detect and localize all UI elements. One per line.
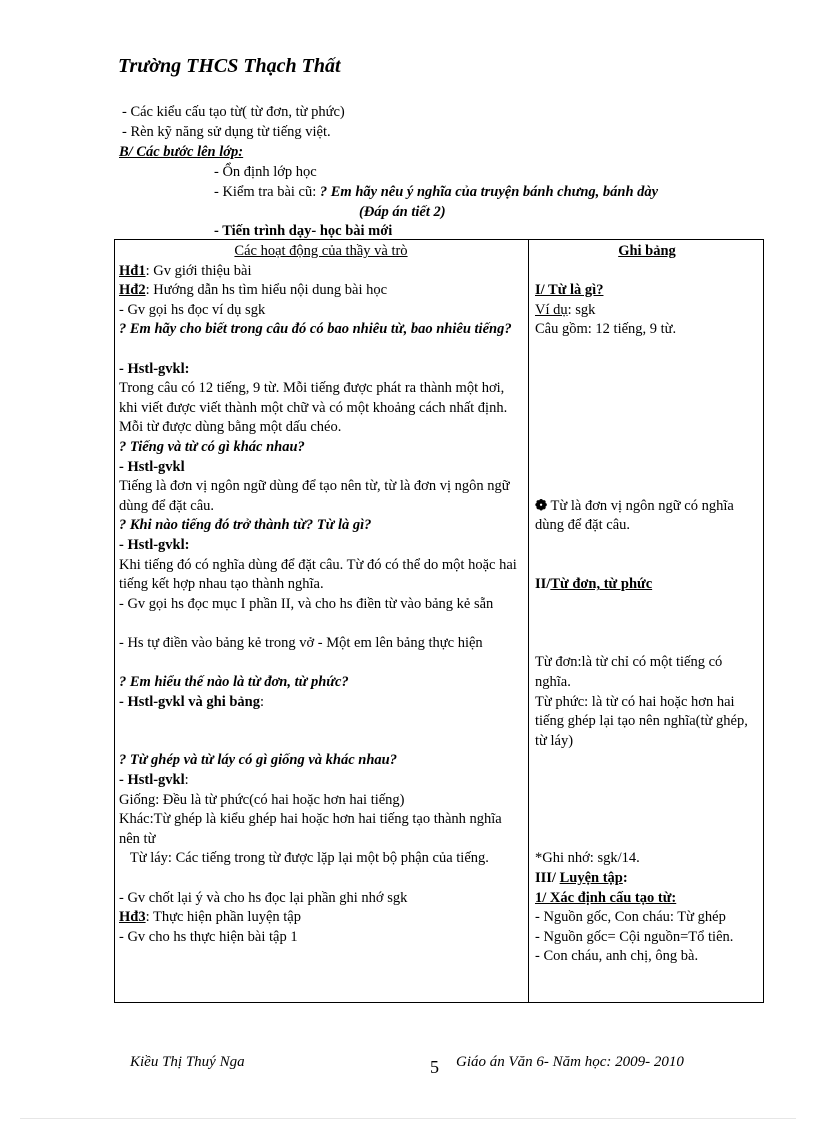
word-definition bbox=[535, 497, 759, 536]
step-new-lesson: - Tiến trình dạy- học bài mới bbox=[214, 223, 393, 239]
hd1-label: Hđ1 bbox=[119, 262, 146, 279]
answer-1-text: Trong câu có 12 tiếng, 9 từ. Mỗi tiếng được phát ra thành một hơi, khi viết được viết thành một chữ và có một khoảng cách nhất định. Mỗi từ được dùng bằng một dấu chéo. bbox=[119, 380, 508, 436]
question-when-word: ? Khi nào tiếng đó trở thành từ? Từ là gì? bbox=[119, 517, 372, 534]
answer-3-text: Khi tiếng đó có nghĩa dùng để đặt câu. Từ đó có thể do một hoặc hai tiếng kết hợp nhau tạo thành nghĩa. bbox=[119, 556, 517, 593]
answer-1-label: - Hstl-gvkl: bbox=[119, 360, 190, 377]
instruction-student-fill: - Hs tự điền vào bảng kẻ trong vở - Một em lên bảng thực hiện bbox=[119, 634, 483, 651]
example-line bbox=[535, 301, 759, 321]
intro-line-1: - Các kiểu cấu tạo từ( từ đơn, từ phức) bbox=[122, 104, 345, 120]
section-3-heading bbox=[535, 869, 759, 889]
question-word-vs-syllable: ? Tiếng và từ có gì khác nhau? bbox=[119, 438, 305, 455]
spacer bbox=[535, 556, 759, 576]
question-compound-reduplicative: ? Từ ghép và từ láy có gì giống và khác nhau? bbox=[119, 752, 397, 769]
spacer bbox=[535, 262, 759, 282]
section-b-heading: B/ Các bước lên lớp: bbox=[119, 144, 244, 160]
step-check-answer: (Đáp án tiết 2) bbox=[359, 204, 446, 220]
section-2-title: Từ đơn, từ phức bbox=[550, 576, 653, 593]
instruction-read-example: - Gv gọi hs đọc ví dụ sgk bbox=[119, 301, 266, 318]
example-text: : sgk bbox=[567, 301, 596, 318]
activities-column bbox=[119, 242, 523, 947]
question-simple-complex: ? Em hiểu thế nào là từ đơn, từ phức? bbox=[119, 674, 349, 691]
section-1-heading: I/ Từ là gì? bbox=[535, 282, 604, 299]
answer-4-label: - Hstl-gvkl và ghi bảng bbox=[119, 693, 260, 710]
hd2-text: : Hướng dẫn hs tìm hiểu nội dung bài học bbox=[145, 282, 388, 299]
simple-word-definition: Từ đơn:là từ chỉ có một tiếng có nghĩa. bbox=[535, 654, 723, 691]
spacer bbox=[535, 634, 759, 654]
hd2-line bbox=[119, 281, 523, 301]
step-check-label: - Kiểm tra bài cũ: bbox=[214, 184, 320, 200]
spacer bbox=[535, 379, 759, 399]
exercise-1-item-b: - Nguồn gốc= Cội nguồn=Tổ tiên. bbox=[535, 928, 734, 945]
example-label: Ví dụ bbox=[535, 301, 568, 318]
exercise-1-heading: 1/ Xác định cấu tạo từ: bbox=[535, 889, 677, 906]
answer-5-label: - Hstl-gvkl bbox=[119, 772, 185, 789]
section-3-colon: : bbox=[622, 870, 628, 887]
instruction-exercise-1: - Gv cho hs thực hiện bài tập 1 bbox=[119, 928, 298, 945]
spacer bbox=[535, 791, 759, 811]
answer-5-line bbox=[119, 771, 523, 791]
intro-line-2: - Rèn kỹ năng sử dụng từ tiếng việt. bbox=[122, 124, 331, 140]
section-3-prefix: III/ bbox=[535, 870, 560, 887]
answer-5-colon: : bbox=[184, 772, 189, 789]
spacer bbox=[535, 751, 759, 771]
step-check-question: ? Em hãy nêu ý nghĩa của truyện bánh chưng, bánh dày bbox=[319, 184, 659, 200]
section-2-prefix: II/ bbox=[535, 576, 551, 593]
board-notes-header: Ghi bảng bbox=[618, 243, 676, 259]
spacer bbox=[535, 438, 759, 458]
hd1-line bbox=[119, 262, 523, 282]
section-3-title: Luyện tập bbox=[559, 870, 623, 887]
hd2-label: Hđ2 bbox=[119, 282, 146, 299]
spacer bbox=[535, 399, 759, 419]
spacer bbox=[535, 340, 759, 360]
step-check-old-lesson bbox=[214, 184, 658, 201]
footer-course: Giáo án Văn 6- Năm học: 2009- 2010 bbox=[456, 1054, 684, 1070]
spacer bbox=[535, 771, 759, 791]
spacer bbox=[535, 810, 759, 830]
spacer bbox=[535, 477, 759, 497]
spacer bbox=[535, 595, 759, 615]
activities-header: Các hoạt động của thầy và trò bbox=[234, 243, 408, 259]
spacer bbox=[535, 458, 759, 478]
spacer bbox=[535, 614, 759, 634]
spacer bbox=[119, 732, 523, 752]
answer-4-line bbox=[119, 693, 523, 713]
question-count-words: ? Em hãy cho biết trong câu đó có bao nhiêu từ, bao nhiêu tiếng? bbox=[119, 321, 512, 338]
hd1-text: : Gv giới thiệu bài bbox=[145, 262, 252, 279]
memo-line: *Ghi nhớ: sgk/14. bbox=[535, 850, 640, 867]
school-header: Trường THCS Thạch Thất bbox=[118, 55, 341, 77]
step-stabilize: - Ổn định lớp học bbox=[214, 164, 317, 180]
hd3-line bbox=[119, 908, 523, 928]
exercise-1-item-a: - Nguồn gốc, Con cháu: Từ ghép bbox=[535, 909, 726, 926]
answer-2-label: - Hstl-gvkl bbox=[119, 458, 185, 475]
answer-3-label: - Hstl-gvkl: bbox=[119, 536, 190, 553]
answer-4-colon: : bbox=[260, 693, 265, 710]
hd3-text: : Thực hiện phần luyện tập bbox=[145, 909, 301, 926]
answer-5-diff: Khác:Từ ghép là kiểu ghép hai hoặc hơn hai tiếng tạo thành nghĩa nên từ bbox=[119, 811, 502, 847]
instruction-fill-table: - Gv gọi hs đọc mục I phần II, và cho hs điền từ vào bảng kẻ sẵn bbox=[119, 595, 494, 612]
hd3-label: Hđ3 bbox=[119, 909, 146, 926]
word-definition-text: Từ là đơn vị ngôn ngữ có nghĩa dùng để đặt câu. bbox=[535, 497, 734, 534]
complex-word-definition: Từ phức: là từ có hai hoặc hơn hai tiếng ghép lại tạo nên nghĩa(từ ghép, từ láy) bbox=[535, 693, 748, 749]
footer-author: Kiều Thị Thuý Nga bbox=[130, 1054, 245, 1070]
flower-bullet-icon: ❁ bbox=[535, 497, 548, 514]
spacer bbox=[535, 360, 759, 380]
exercise-1-item-c: - Con cháu, anh chị, ông bà. bbox=[535, 948, 699, 965]
spacer bbox=[535, 830, 759, 850]
page-bottom-rule bbox=[20, 1118, 796, 1119]
answer-5-same: Giống: Đều là từ phức(có hai hoặc hơn hai tiếng) bbox=[119, 791, 405, 808]
spacer bbox=[535, 418, 759, 438]
example-result: Câu gồm: 12 tiếng, 9 từ. bbox=[535, 321, 677, 338]
section-2-heading bbox=[535, 575, 759, 595]
spacer bbox=[119, 712, 523, 732]
answer-2-text: Tiếng là đơn vị ngôn ngữ dùng để tạo nên từ, từ là đơn vị ngôn ngữ dùng để đặt câu. bbox=[119, 478, 510, 514]
spacer bbox=[535, 536, 759, 556]
answer-5-reduplicative: Từ láy: Các tiếng trong từ được lặp lại một bộ phận của tiếng. bbox=[119, 850, 489, 867]
board-notes-column bbox=[535, 242, 759, 967]
page-number: 5 bbox=[430, 1057, 439, 1077]
instruction-summary: - Gv chốt lại ý và cho hs đọc lại phần ghi nhớ sgk bbox=[119, 889, 408, 906]
table-column-divider bbox=[528, 239, 529, 1003]
